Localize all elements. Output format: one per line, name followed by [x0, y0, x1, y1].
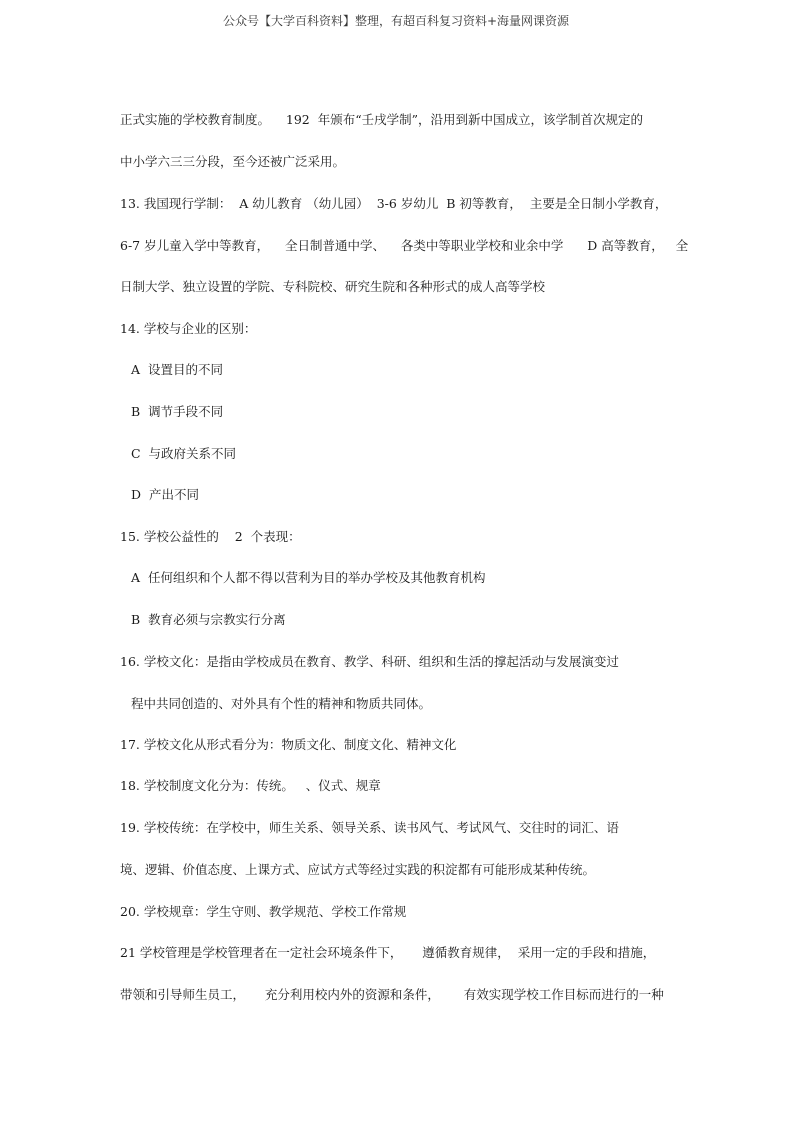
text-line-10: D 产出不同 — [131, 487, 199, 502]
text-line-7: A 设置目的不同 — [131, 362, 223, 377]
text-line-17: 18. 学校制度文化分为：传统。 、仪式、规章 — [120, 778, 381, 793]
text-line-13: B 教育必须与宗教实行分离 — [131, 612, 286, 627]
text-line-15: 程中共同创造的、对外具有个性的精神和物质共同体。 — [131, 696, 432, 711]
text-line-18: 19. 学校传统：在学校中，师生关系、领导关系、读书风气、考试风气、交往时的词汇、语 — [120, 820, 619, 835]
text-line-4: 6-7 岁儿童入学中等教育， 全日制普通中学、 各类中等职业学校和业余中学 D 高等教育， 全 — [120, 238, 689, 253]
page-header: 公众号【大学百科资料】整理，有超百科复习资料+海量网课资源 — [222, 14, 570, 28]
text-line-11: 15. 学校公益性的 2 个表现： — [120, 529, 301, 544]
text-line-1: 正式实施的学校教育制度。 192 年颁布“壬戌学制”，沿用到新中国成立，该学制首次规定的 — [120, 112, 643, 127]
text-line-5: 日制大学、独立设置的学院、专科院校、研究生院和各种形式的成人高等学校 — [120, 279, 546, 294]
text-line-3: 13. 我国现行学制： A 幼儿教育 （幼儿园） 3-6 岁幼儿 B 初等教育， 主要是全日制小学教育， — [120, 196, 668, 211]
text-line-21: 21 学校管理是学校管理者在一定社会环境条件下， 遵循教育规律， 采用一定的手段和措施， — [120, 945, 656, 960]
text-line-12: A 任何组织和个人都不得以营利为目的举办学校及其他教育机构 — [131, 570, 486, 585]
text-line-20: 20. 学校规章：学生守则、教学规范、学校工作常规 — [120, 904, 407, 919]
text-line-19: 境、逻辑、价值态度、上课方式、应试方式等经过实践的积淀都有可能形成某种传统。 — [120, 862, 596, 877]
text-line-2: 中小学六三三分段，至今还被广泛采用。 — [120, 154, 346, 169]
text-line-14: 16. 学校文化：是指由学校成员在教育、教学、科研、组织和生活的撑起活动与发展演变过 — [120, 654, 619, 669]
text-line-22: 带领和引导师生员工， 充分利用校内外的资源和条件， 有效实现学校工作目标而进行的一种 — [120, 987, 664, 1002]
text-line-9: C 与政府关系不同 — [131, 446, 237, 461]
text-line-8: B 调节手段不同 — [131, 404, 224, 419]
text-line-16: 17. 学校文化从形式看分为：物质文化、制度文化、精神文化 — [120, 737, 457, 752]
text-line-6: 14. 学校与企业的区别： — [120, 321, 257, 336]
